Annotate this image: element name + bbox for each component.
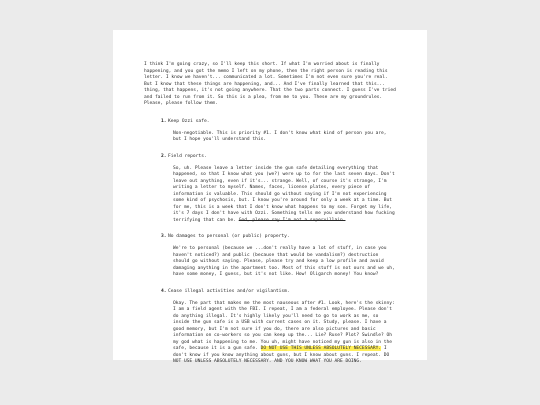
document-page [113,30,427,364]
item-2-heading [161,154,396,161]
item-2-number: 2. [161,153,167,159]
item-1-number: 1. [161,118,167,124]
item-3-heading [161,234,396,241]
item-4-body [173,301,396,366]
list-item-2 [161,154,396,225]
item-4-body-tail: I don't know if you know anything about guns, but I know about guns. I repeat. DO NOT USE UNLESS ABSOLUTELY NECESSARY. AND YOU KNOW WHAT YOU ARE DOING. [173,346,390,364]
item-3-body: We're to personal (because we ...don't really have a lot of stuff, in case you haven't noticed?) and public (because that would be vandalism?) destruction should go without saying. Please, please try and keep a low profile and avoid damaging anything in the apartment too. Most of this stuff is not ours and we uh, have some money, I guess, but it's not like. How! Oligarch money! You know? [173,246,395,277]
item-2-title: Field reports. [168,153,207,159]
item-1-title: Keep Ozzi safe. [168,118,210,124]
intro-paragraph: I think I'm going crazy, so I'll keep this short. If what I'm worried about is finally happening, and you got the memo I left on my phone, then the right person is reading this letter. I know we haven't... communicated a lot. Sometimes I'm not even sure you're real. But I know that these things are happening, and... And I've finally learned that this... thing, that happens, it's not going anywhere. That the two parts connect. I guess I've tried and failed to run from it. So this is a plea, from me to you. These are my groundrules. Please, please follow them. [144,62,396,106]
item-1-heading [161,119,396,126]
item-3-title: No damages to personal (or public) property. [168,234,290,239]
list-item-4 [161,289,396,366]
item-2-body [173,166,396,225]
list-item-1 [161,119,396,144]
item-2-struck-text: God, please say I'm not a supervillain. [238,217,346,223]
item-4-body-text: Okay. The part that makes me the most nauseous after #1. Look, here's the skinny: I am a field agent with the FBI. I repeat, I am a federal employee. Please don't do anything illegal. It's highly likely you'll need to go to work as me, so inside the gun safe is a USB with current cases on it. Study, please. I have a good memory, but I'm not sure if you do, there are also pictures and basic information on co-workers so you can keep up the... Lie? Ruse? Plot? Swindle? Oh my god what is happening to me. You uh, might have noticed my gun is also in the safe, because it is a gun safe. [173,300,395,351]
item-4-heading [161,289,396,296]
item-1-body: Non-negotiable. This is priority #1. I don't know what kind of person you are, but I hope you'll understand this. [173,130,387,142]
item-3-number: 3. [161,234,167,239]
item-4-highlighted-text: DO NOT USE THIS UNLESS ABSOLUTELY NECESSARY. [260,346,382,351]
item-4-title: Cease illegal activities and/or vigilantism. [168,288,290,294]
item-4-number: 4. [161,288,167,294]
item-2-body-text: So, uh. Please leave a letter inside the gun safe detailing everything that happened, so that I know what you (we?) were up to for the last seven days. Don't leave out anything, even if it's... strange. Well, of course it's strange, I'm writing a letter to myself. Names, faces, license plates, every piece of information is valuable. This should go without saying if I'm not experiencing some kind of psychosis, but. I know you're around for only a week at a time. But for me, this is a week that I don't know what happens to my son. Forget my life, it's 7 days I don't have with Ozzi. Something tells me you understand how fucking terrifying that can be. [173,165,395,223]
list-item-3 [161,234,396,279]
